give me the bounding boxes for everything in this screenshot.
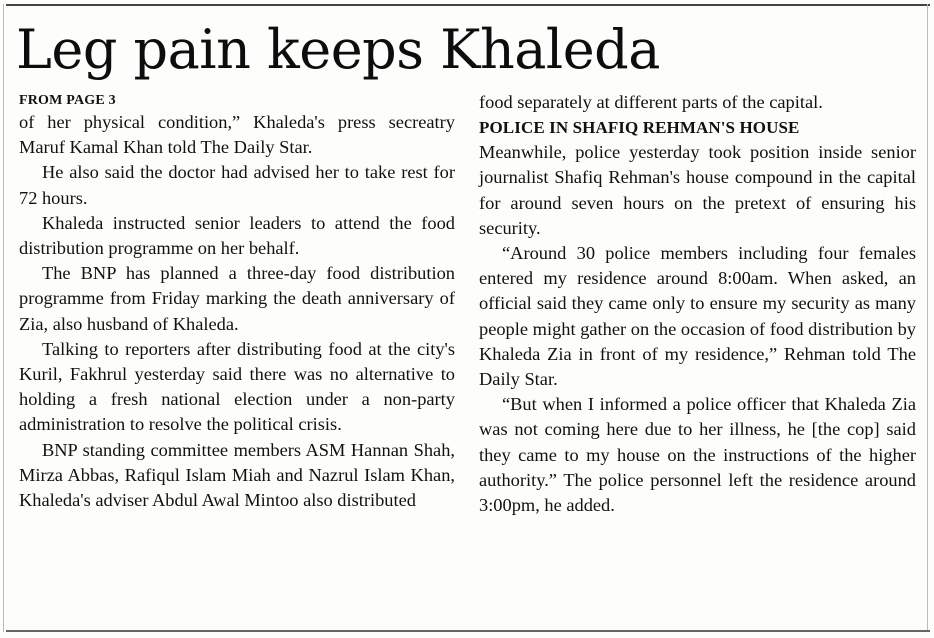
subheading: POLICE IN SHAFIQ REHMAN'S HOUSE: [479, 118, 800, 138]
right-border-rule: [927, 4, 928, 632]
paragraph: of her physical condition,” Khaleda's press secreatry Maruf Kamal Khan told The Daily Star.: [19, 112, 455, 158]
paragraph: The BNP has planned a three-day food distribution programme from Friday marking the death anniversary of Zia, also husband of Khaleda.: [19, 263, 455, 334]
paragraph: Meanwhile, police yesterday took position inside senior journalist Shafiq Rehman's house compound in the capital for around seven hours on the pretext of ensuring his security.: [479, 142, 916, 238]
top-border-rule: [6, 4, 930, 6]
paragraph: BNP standing committee members ASM Hannan Shah, Mirza Abbas, Rafiqul Islam Miah and Nazrul Islam Khan, Khaleda's adviser Abdul Awal Mintoo also distributed: [19, 439, 455, 511]
paragraph: “Around 30 police members including four females entered my residence around 8:00am. When asked, an official said they came only to ensure my security as many people might gather on the occasion of food distribution by Khaleda Zia in front of my residence,” Rehman told The Daily Star.: [479, 243, 916, 390]
paragraph: “But when I informed a police officer that Khaleda Zia was not coming here due to her illness, he [the cop] said they came to my house on the instructions of the higher authority.” The police personnel left the residence around 3:00pm, he added.: [479, 394, 916, 516]
bottom-border-rule: [6, 630, 930, 632]
left-column: [19, 90, 455, 513]
paragraph: food separately at different parts of the capital.: [479, 92, 823, 112]
right-column: [479, 90, 916, 518]
paragraph: Talking to reporters after distributing food at the city's Kuril, Fakhrul yesterday said there was no alternative to holding a fresh national election under a non-party administration to resolve the political crisis.: [19, 338, 455, 435]
paragraph: He also said the doctor had advised her to take rest for 72 hours.: [19, 162, 455, 208]
paragraph: Khaleda instructed senior leaders to attend the food distribution programme on her behalf.: [19, 212, 455, 259]
left-border-rule: [3, 4, 4, 632]
headline: Leg pain keeps Khaleda: [16, 18, 660, 81]
jump-line: FROM PAGE 3: [19, 93, 116, 108]
